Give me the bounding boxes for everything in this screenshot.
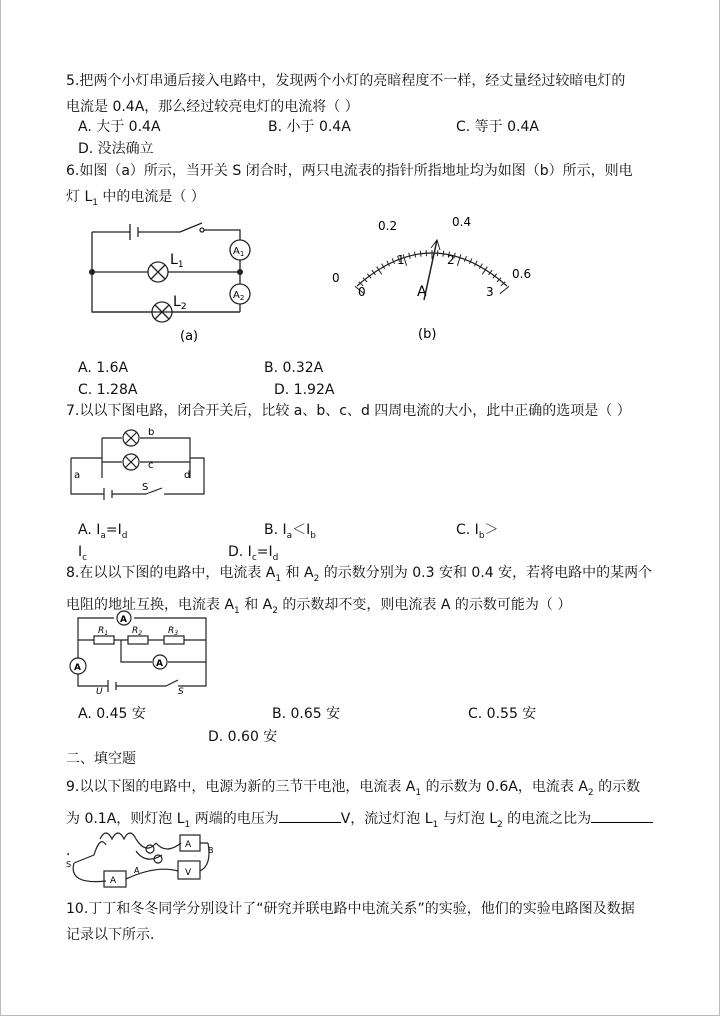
q8-option-a: A. 0.45 安 xyxy=(78,706,146,722)
dial-bottom-tick-3: 3 xyxy=(486,285,494,299)
q5-option-d: D. 没法确立 xyxy=(78,141,154,157)
q6a-label-l2: $L_2$ xyxy=(173,294,187,312)
q9-line2: 为 0.1A，则灯泡 $L_1$ 两端的电压为 V，流过灯泡 $L_1$ 与灯泡 $L_2$ 的电流之比为． xyxy=(66,806,656,864)
q5-option-c: C. 等于 0.4A xyxy=(456,119,539,135)
q5-line2: 电流是 0.4A，那么经过较亮电灯的电流将（ ） xyxy=(66,99,359,115)
q7-label-a: a xyxy=(74,470,81,481)
dial-tick-mark xyxy=(500,286,509,294)
dial-tick-mark xyxy=(457,254,460,265)
q9-circuit-photo xyxy=(66,825,226,895)
q9-label-a: A xyxy=(134,866,140,875)
dial-bottom-tick-1: 1 xyxy=(397,253,405,267)
q6-option-c: C. 1.28A xyxy=(78,382,138,398)
q5-option-a: A. 大于 0.4A xyxy=(78,119,161,135)
dial-top-tick-2: 0.4 xyxy=(452,215,472,229)
q6-option-a: A. 1.6A xyxy=(78,360,129,376)
q6-ammeter-dial xyxy=(322,210,552,350)
q9-line1: 9.以以下图的电路中，电源为新的三节干电池，电流表 $A_1$ 的示数为 0.6A，电流表 $A_2$ 的示数 xyxy=(66,779,641,798)
q5-line1: 5.把两个小灯串通后接入电路中，发现两个小灯的亮暗程度不一样，经丈量经过较暗电灯的 xyxy=(66,73,626,89)
q7-circuit xyxy=(66,428,216,510)
q8-option-b: B. 0.65 安 xyxy=(272,706,341,722)
dial-unit: A xyxy=(417,284,427,300)
q7-label-s: S xyxy=(142,482,149,493)
q5-option-b: B. 小于 0.4A xyxy=(268,119,351,135)
dial-bottom-tick-0: 0 xyxy=(358,285,366,299)
q7-label-b: b xyxy=(148,428,155,438)
q7-option-b: B. $I_a<I_b$ xyxy=(264,522,317,541)
q6a-label-a2: $A_2$ xyxy=(233,290,245,302)
q8-label-r3: $R_3$ xyxy=(168,626,179,637)
q8-label-r2: $R_2$ xyxy=(132,626,143,637)
dial-top-tick-1: 0.2 xyxy=(378,219,398,233)
q8-label-u: U xyxy=(96,687,103,695)
q7-option-a: A. $I_a=I_d$ xyxy=(78,522,128,541)
q8-option-c: C. 0.55 安 xyxy=(468,706,537,722)
q8-line2: 电阻的地址互换，电流表 $A_1$ 和 $A_2$ 的示数却不变，则电流表 A 的示数可能为（ ） xyxy=(66,596,572,616)
question-7 xyxy=(66,398,656,424)
q8-ammeter-top: A xyxy=(120,615,127,625)
q6a-label-a1: $A_1$ xyxy=(233,246,245,258)
q7-line1: 7.以以下图电路，闭合开关后，比较 a、b、c、d 四周电流的大小，此中正确的选项是（ ） xyxy=(66,403,631,419)
q6b-caption: (b) xyxy=(418,327,437,342)
q9-blank-ratio[interactable] xyxy=(591,808,653,823)
question-5 xyxy=(66,68,656,120)
q8-circuit xyxy=(66,610,216,695)
q9-label-s: S xyxy=(66,860,72,869)
q8-option-d: D. 0.60 安 xyxy=(208,729,278,745)
q6-line1: 6.如图（a）所示，当开关 S 闭合时，两只电流表的指针所指地址均为如图（b）所示，则电 xyxy=(66,163,633,179)
q8-label-s: S xyxy=(178,687,184,695)
q8-line1: 8.在以以下图的电路中，电流表 $A_1$ 和 $A_2$ 的示数分别为 0.3 安和 0.4 安，若将电路中的某两个 xyxy=(66,565,653,584)
question-6 xyxy=(66,158,656,216)
q9-label-a2: A xyxy=(185,840,192,850)
q6a-caption: (a) xyxy=(180,329,199,344)
q6-option-d: D. 1.92A xyxy=(274,382,335,398)
q9-label-a1: A xyxy=(110,876,117,886)
dial-bottom-tick-2: 2 xyxy=(447,253,455,267)
q8-ammeter-mid: A xyxy=(156,659,163,669)
q9-label-v: V xyxy=(185,868,192,878)
q6a-label-l1: $L_1$ xyxy=(170,252,184,270)
q7-label-d: d xyxy=(184,470,191,481)
q6-line2: 灯 $L_1$ 中的电流是（ ） xyxy=(66,189,205,208)
q9-label-b: B xyxy=(208,846,214,855)
dial-top-tick-3: 0.6 xyxy=(512,267,532,281)
q7-label-c: c xyxy=(148,460,154,471)
q8-label-r1: $R_1$ xyxy=(98,626,109,637)
q7-option-d: D. $I_c=I_d$ xyxy=(228,544,279,563)
question-10 xyxy=(66,896,656,948)
q8-ammeter-left: A xyxy=(74,663,81,673)
dial-top-tick-0: 0 xyxy=(332,271,340,285)
section-fill-in: 二、填空题 xyxy=(66,751,136,767)
q7-option-c-cont: $I_c$ xyxy=(78,544,88,563)
q6-circuit-a xyxy=(80,212,270,347)
q6-option-b: B. 0.32A xyxy=(264,360,324,376)
q9-blank-voltage[interactable] xyxy=(279,808,341,823)
q10-line1: 10.丁丁和冬冬同学分别设计了“研究并联电路中电流关系”的实验，他们的实验电路图及数据 xyxy=(66,901,635,917)
q10-line2: 记录以下所示． xyxy=(66,927,164,943)
q7-option-c: C. $I_b>$ xyxy=(456,522,499,541)
